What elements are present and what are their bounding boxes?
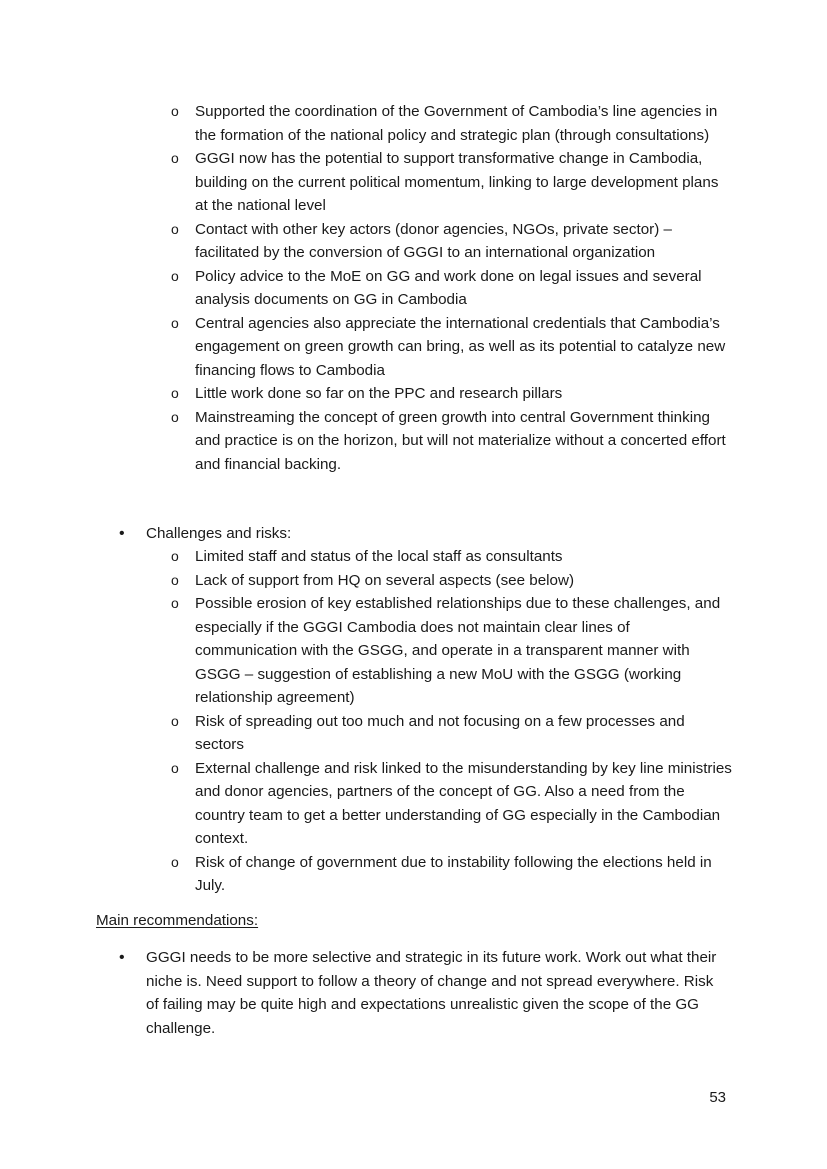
page-number: 53 [709,1089,726,1106]
list-item: o Central agencies also appreciate the international credentials that Cambodia’s engagement on green growth can bring, as well as its potential to catalyze new financing flows to Cambodia [195,312,735,383]
challenges-sublist [195,545,735,898]
list-item: o Limited staff and status of the local staff as consultants [195,545,735,569]
list-item: o Little work done so far on the PPC and research pillars [195,382,735,406]
list-item: o Risk of change of government due to instability following the elections held in July. [195,851,735,898]
challenges-heading: • Challenges and risks: [146,522,736,546]
list-item: o GGGI now has the potential to support transformative change in Cambodia, building on the current political momentum, linking to large development plans at the national level [195,147,735,218]
recommendation-item: • GGGI needs to be more selective and strategic in its future work. Work out what their niche is. Need support to follow a theory of change and not spread everywhere. Risk of failing may be quite high and expectations unrealistic given the scope of the GG challenge. [146,946,726,1040]
progress-sublist [195,100,735,476]
list-item: o Possible erosion of key established relationships due to these challenges, and especially if the GGGI Cambodia does not maintain clear lines of communication with the GSGG, and operate in a transparent manner with GSGG – suggestion of establishing a new MoU with the GSGG (working relationship agreement) [195,592,735,710]
list-item: o Lack of support from HQ on several aspects (see below) [195,569,735,593]
list-item: o Mainstreaming the concept of green growth into central Government thinking and practice is on the horizon, but will not materialize without a concerted effort and financial backing. [195,406,735,477]
list-item: o Risk of spreading out too much and not focusing on a few processes and sectors [195,710,735,757]
list-item: o Contact with other key actors (donor agencies, NGOs, private sector) – facilitated by the conversion of GGGI to an international organization [195,218,735,265]
list-item: o Supported the coordination of the Government of Cambodia’s line agencies in the formation of the national policy and strategic plan (through consultations) [195,100,735,147]
list-item: o External challenge and risk linked to the misunderstanding by key line ministries and donor agencies, partners of the concept of GG. Also a need from the country team to get a better understanding of GG especially in the Cambodian context. [195,757,735,851]
recommendations-heading: Main recommendations: [96,912,259,929]
list-item: o Policy advice to the MoE on GG and work done on legal issues and several analysis documents on GG in Cambodia [195,265,735,312]
